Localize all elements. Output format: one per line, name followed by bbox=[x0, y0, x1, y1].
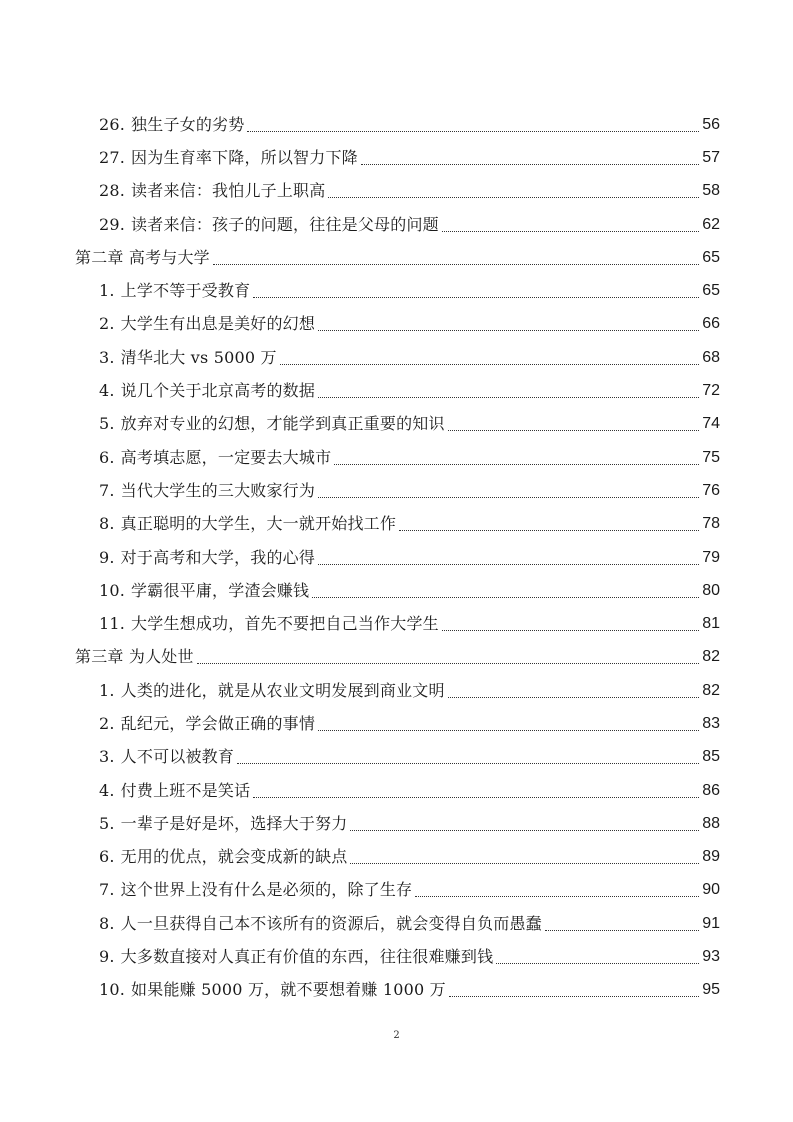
toc-entry-number: 6. bbox=[99, 447, 115, 467]
toc-entry-label bbox=[75, 247, 210, 267]
dot-leader bbox=[415, 895, 699, 897]
dot-leader bbox=[328, 196, 699, 198]
toc-entry-number: 1. bbox=[99, 680, 115, 700]
toc-entry-label bbox=[99, 949, 493, 965]
toc-section-entry[interactable] bbox=[0, 774, 793, 807]
toc-entry-title: 清华北大 vs 5000 万 bbox=[120, 347, 277, 367]
toc-entry-title: 读者来信：我怕儿子上职高 bbox=[131, 181, 326, 201]
toc-entry-number: 3. bbox=[99, 347, 115, 367]
toc-entry-title: 人不可以被教育 bbox=[120, 747, 235, 767]
toc-entry-label bbox=[75, 649, 194, 665]
toc-entry-number: 6. bbox=[99, 847, 115, 867]
toc-entry-title: 独生子女的劣势 bbox=[131, 114, 245, 134]
toc-page-number: 80 bbox=[702, 581, 720, 599]
toc-entry-number: 4. bbox=[99, 780, 115, 800]
toc-entry-number: 10. bbox=[99, 980, 126, 1000]
toc-section-entry[interactable] bbox=[0, 408, 793, 441]
toc-entry-number: 1. bbox=[99, 281, 115, 301]
toc-entry-title: 付费上班不是笑话 bbox=[120, 780, 251, 800]
toc-entry-title: 放弃对专业的幻想，才能学到真正重要的知识 bbox=[120, 414, 445, 434]
toc-entry-number: 5. bbox=[99, 414, 115, 434]
toc-entry-label bbox=[99, 183, 325, 199]
toc-section-entry[interactable] bbox=[0, 841, 793, 874]
toc-entry-title: 大学生想成功，首先不要把自己当作大学生 bbox=[131, 614, 439, 634]
dot-leader bbox=[318, 396, 699, 398]
toc-entry-title: 这个世界上没有什么是必须的，除了生存 bbox=[120, 880, 413, 900]
toc-entry-label bbox=[99, 480, 316, 500]
toc-section-entry[interactable] bbox=[0, 907, 793, 940]
toc-entry-number: 28. bbox=[99, 181, 126, 201]
toc-entry-label bbox=[99, 849, 347, 865]
toc-page-number: 83 bbox=[702, 714, 720, 732]
toc-entry-label bbox=[99, 713, 316, 733]
toc-entry-title: 一辈子是好是坏，选择大于努力 bbox=[120, 813, 348, 833]
toc-entry-title: 当代大学生的三大败家行为 bbox=[120, 480, 316, 500]
toc-section-entry[interactable] bbox=[0, 574, 793, 607]
toc-page-number: 57 bbox=[702, 148, 720, 166]
toc-page-number: 88 bbox=[702, 814, 720, 832]
toc-entry-title: 人一旦获得自己本不该所有的资源后，就会变得自负而愚蠢 bbox=[120, 913, 542, 933]
toc-entry-number: 26. bbox=[99, 114, 126, 134]
toc-entry-number: 7. bbox=[99, 480, 115, 500]
toc-entry-label bbox=[99, 882, 412, 898]
toc-entry-label bbox=[99, 813, 348, 833]
toc-entry-label bbox=[99, 147, 358, 167]
dot-leader bbox=[350, 862, 699, 864]
toc-section-entry[interactable] bbox=[0, 940, 793, 973]
table-of-contents bbox=[0, 108, 793, 1007]
toc-page-number: 86 bbox=[702, 781, 720, 799]
toc-section-entry[interactable] bbox=[0, 141, 793, 174]
toc-section-entry[interactable] bbox=[0, 341, 793, 374]
toc-chapter-entry[interactable] bbox=[0, 641, 793, 674]
page-number: 2 bbox=[393, 1030, 400, 1041]
toc-entry-number: 9. bbox=[99, 547, 115, 567]
toc-section-entry[interactable] bbox=[0, 874, 793, 907]
toc-section-entry[interactable] bbox=[0, 474, 793, 507]
toc-section-entry[interactable] bbox=[0, 541, 793, 574]
toc-page-number: 62 bbox=[702, 215, 720, 233]
toc-entry-label bbox=[99, 982, 446, 998]
dot-leader bbox=[545, 929, 699, 931]
toc-entry-number: 8. bbox=[99, 514, 115, 534]
toc-page-number: 79 bbox=[702, 548, 720, 566]
toc-page-number: 95 bbox=[702, 981, 720, 999]
dot-leader bbox=[334, 463, 699, 465]
toc-entry-label bbox=[99, 580, 310, 600]
toc-entry-number: 5. bbox=[99, 813, 115, 833]
dot-leader bbox=[318, 329, 699, 331]
dot-leader bbox=[318, 729, 699, 731]
toc-entry-number: 11. bbox=[99, 614, 126, 634]
toc-page-number: 56 bbox=[702, 115, 720, 133]
toc-entry-label bbox=[99, 516, 396, 532]
dot-leader bbox=[247, 130, 699, 132]
toc-page-number: 78 bbox=[702, 515, 720, 533]
toc-entry-title: 高考填志愿，一定要去大城市 bbox=[120, 447, 332, 467]
dot-leader bbox=[442, 230, 699, 232]
toc-entry-label bbox=[99, 383, 315, 399]
dot-leader bbox=[361, 163, 699, 165]
toc-page-number: 65 bbox=[702, 248, 720, 266]
toc-entry-number: 7. bbox=[99, 880, 115, 900]
dot-leader bbox=[280, 363, 700, 365]
dot-leader bbox=[399, 529, 699, 531]
toc-entry-number: 27. bbox=[99, 147, 126, 167]
toc-page-number: 91 bbox=[702, 914, 720, 932]
toc-page-number: 85 bbox=[702, 748, 720, 766]
dot-leader bbox=[318, 496, 699, 498]
toc-entry-number: 3. bbox=[99, 747, 115, 767]
toc-page-number: 76 bbox=[702, 481, 720, 499]
toc-entry-title: 上学不等于受教育 bbox=[120, 281, 251, 301]
dot-leader bbox=[197, 662, 700, 664]
dot-leader bbox=[350, 829, 699, 831]
toc-entry-title: 如果能赚 5000 万，就不要想着赚 1000 万 bbox=[131, 980, 446, 1000]
toc-entry-title: 学霸很平庸，学渣会赚钱 bbox=[131, 580, 310, 600]
toc-section-entry[interactable] bbox=[0, 607, 793, 640]
toc-entry-number: 2. bbox=[99, 713, 115, 733]
dot-leader bbox=[318, 563, 699, 565]
toc-page-number: 82 bbox=[702, 648, 720, 666]
toc-entry-title: 因为生育率下降，所以智力下降 bbox=[131, 147, 358, 167]
toc-section-entry[interactable] bbox=[0, 175, 793, 208]
toc-section-entry[interactable] bbox=[0, 741, 793, 774]
toc-section-entry[interactable] bbox=[0, 807, 793, 840]
toc-section-entry[interactable] bbox=[0, 674, 793, 707]
toc-entry-title: 第二章 高考与大学 bbox=[75, 247, 210, 267]
toc-entry-title: 大学生有出息是美好的幻想 bbox=[120, 314, 316, 334]
toc-page-number: 74 bbox=[702, 415, 720, 433]
toc-section-entry[interactable] bbox=[0, 374, 793, 407]
toc-page-number: 72 bbox=[702, 382, 720, 400]
toc-entry-number: 29. bbox=[99, 214, 126, 234]
toc-entry-title: 人类的进化，就是从农业文明发展到商业文明 bbox=[120, 680, 445, 700]
toc-entry-label bbox=[99, 347, 277, 367]
toc-entry-label bbox=[99, 214, 439, 234]
toc-section-entry[interactable] bbox=[0, 308, 793, 341]
toc-entry-label bbox=[99, 416, 445, 432]
toc-page-number: 66 bbox=[702, 315, 720, 333]
toc-entry-label bbox=[99, 616, 439, 632]
toc-entry-title: 真正聪明的大学生，大一就开始找工作 bbox=[120, 514, 397, 534]
dot-leader bbox=[442, 629, 699, 631]
toc-entry-title: 第三章 为人处世 bbox=[75, 647, 194, 667]
toc-page-number: 58 bbox=[702, 182, 720, 200]
dot-leader bbox=[496, 962, 699, 964]
toc-entry-title: 大多数直接对人真正有价值的东西，往往很难赚到钱 bbox=[120, 947, 494, 967]
toc-entry-title: 乱纪元，学会做正确的事情 bbox=[120, 713, 316, 733]
dot-leader bbox=[253, 796, 699, 798]
toc-section-entry[interactable] bbox=[0, 108, 793, 141]
toc-entry-label bbox=[99, 749, 234, 765]
dot-leader bbox=[253, 296, 699, 298]
toc-page-number: 81 bbox=[702, 615, 720, 633]
toc-page-number: 75 bbox=[702, 448, 720, 466]
toc-entry-label bbox=[99, 780, 251, 800]
toc-entry-label bbox=[99, 447, 332, 467]
toc-page-number: 68 bbox=[702, 348, 720, 366]
toc-section-entry[interactable] bbox=[0, 274, 793, 307]
toc-entry-label bbox=[99, 283, 250, 299]
toc-entry-label bbox=[99, 114, 245, 134]
toc-page-number: 82 bbox=[702, 681, 720, 699]
dot-leader bbox=[312, 596, 699, 598]
toc-page-number: 93 bbox=[702, 948, 720, 966]
toc-entry-label bbox=[99, 680, 445, 700]
dot-leader bbox=[449, 995, 699, 997]
toc-entry-title: 读者来信：孩子的问题，往往是父母的问题 bbox=[131, 214, 439, 234]
dot-leader bbox=[448, 696, 700, 698]
toc-entry-label bbox=[99, 547, 316, 567]
toc-entry-title: 对于高考和大学，我的心得 bbox=[120, 547, 316, 567]
toc-page-number: 90 bbox=[702, 881, 720, 899]
toc-section-entry[interactable] bbox=[0, 707, 793, 740]
toc-section-entry[interactable] bbox=[0, 974, 793, 1007]
dot-leader bbox=[237, 762, 699, 764]
toc-chapter-entry[interactable] bbox=[0, 241, 793, 274]
toc-entry-title: 说几个关于北京高考的数据 bbox=[120, 381, 316, 401]
toc-entry-title: 无用的优点，就会变成新的缺点 bbox=[120, 847, 348, 867]
toc-section-entry[interactable] bbox=[0, 441, 793, 474]
toc-entry-number: 8. bbox=[99, 913, 115, 933]
toc-entry-number: 4. bbox=[99, 381, 115, 401]
toc-entry-label bbox=[99, 913, 542, 933]
dot-leader bbox=[213, 263, 699, 265]
toc-section-entry[interactable] bbox=[0, 208, 793, 241]
toc-entry-number: 10. bbox=[99, 580, 126, 600]
toc-entry-label bbox=[99, 316, 315, 332]
toc-page-number: 89 bbox=[702, 848, 720, 866]
dot-leader bbox=[448, 429, 700, 431]
toc-entry-number: 9. bbox=[99, 947, 115, 967]
toc-page-number: 65 bbox=[702, 282, 720, 300]
toc-section-entry[interactable] bbox=[0, 508, 793, 541]
toc-entry-number: 2. bbox=[99, 314, 115, 334]
